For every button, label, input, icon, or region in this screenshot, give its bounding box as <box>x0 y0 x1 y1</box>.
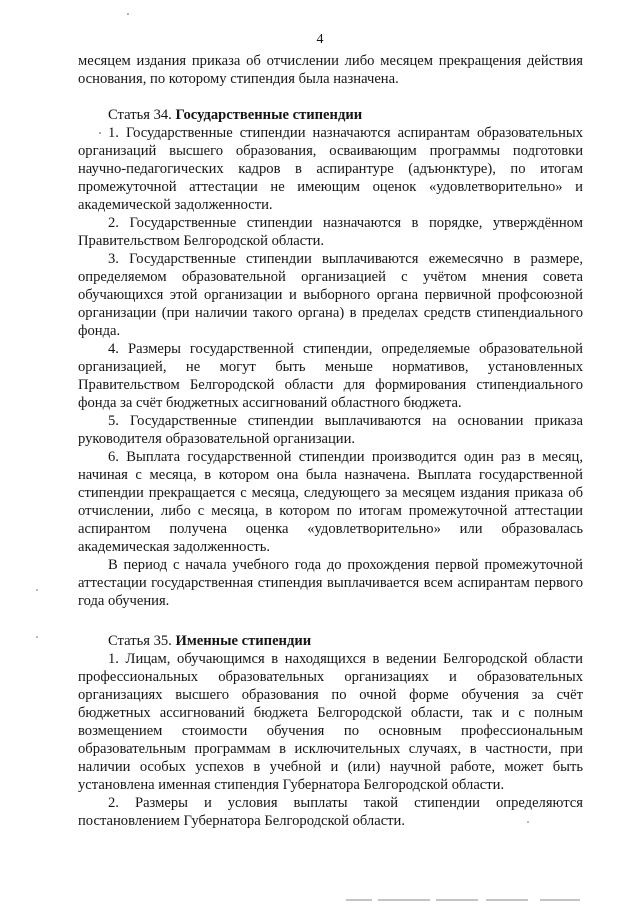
article-34-paragraph-5: 5. Государственные стипендии выплачиваются на основании приказа руководителя образовательной организации. <box>78 413 583 447</box>
article-35-paragraph-2: 2. Размеры и условия выплаты такой стипендии определяются постановлением Губернатора Белгородской области. <box>78 795 583 829</box>
article-35-paragraph-1: 1. Лицам, обучающимся в находящихся в ведении Белгородской области профессиональных образовательных организациях и образовательных организациях высшего образования по очной форме обучения за счёт бюджетных ассигнований бюджета Белгородской области, так и с полным возмещением стоимости обучения по основным профессиональным образовательным программам в исключительных случаях, в частности, при наличии особых успехов в учебной и (или) научной работе, может быть установлена именная стипендия Губернатора Белгородской области. <box>78 651 583 793</box>
article-34-paragraph-7: В период с начала учебного года до прохождения первой промежуточной аттестации государственная стипендия выплачивается всем аспирантам первого года обучения. <box>78 557 583 609</box>
article-35 <box>78 632 583 830</box>
article-34-paragraph-4: 4. Размеры государственной стипендии, определяемые образовательной организацией, не могут быть меньше нормативов, установленных Правительством Белгородской области для формирования стипендиального фонда за счёт бюджетных ассигнований областного бюджета. <box>78 341 583 411</box>
article-34-paragraph-6: 6. Выплата государственной стипендии производится один раз в месяц, начиная с месяца, в котором она была назначена. Выплата государственной стипендии прекращается с месяца, следующего за месяцем издания приказа об отчислении, либо с месяца, в котором по итогам промежуточной аттестации аспирантом получена оценка «удовлетворительно» или образовалась академическая задолженность. <box>78 449 583 555</box>
article-34-paragraph-3: 3. Государственные стипендии выплачиваются ежемесячно в размере, определяемом образовательной организацией с учётом мнения совета обучающихся этой организации и выборного органа первичной профсоюзной организации (при наличии такого органа) в пределах средств стипендиального фонда. <box>78 251 583 339</box>
article-34-prefix: Статья 34. <box>108 107 172 123</box>
article-35-heading <box>78 632 583 650</box>
page-number: 4 <box>316 32 324 47</box>
article-34-title: Государственные стипендии <box>175 107 363 123</box>
article-35-title: Именные стипендии <box>175 633 312 649</box>
article-34-heading <box>78 106 583 124</box>
article-34-paragraph-2: 2. Государственные стипендии назначаются в порядке, утверждённом Правительством Белгородской области. <box>78 215 583 249</box>
document-body <box>78 52 583 830</box>
article-35-prefix: Статья 35. <box>108 633 172 649</box>
article-34-paragraph-1: 1. Государственные стипендии назначаются аспирантам образовательных организаций высшего образования, осваивающим программы подготовки научно-педагогических кадров в аспирантуре (адъюнктуре), по итогам промежуточной аттестации не имеющим оценок «удовлетворительно» и академической задолженности. <box>78 125 583 213</box>
intro-paragraph: месяцем издания приказа об отчислении либо месяцем прекращения действия основания, по которому стипендия была назначена. <box>78 53 583 87</box>
article-34 <box>78 106 583 610</box>
